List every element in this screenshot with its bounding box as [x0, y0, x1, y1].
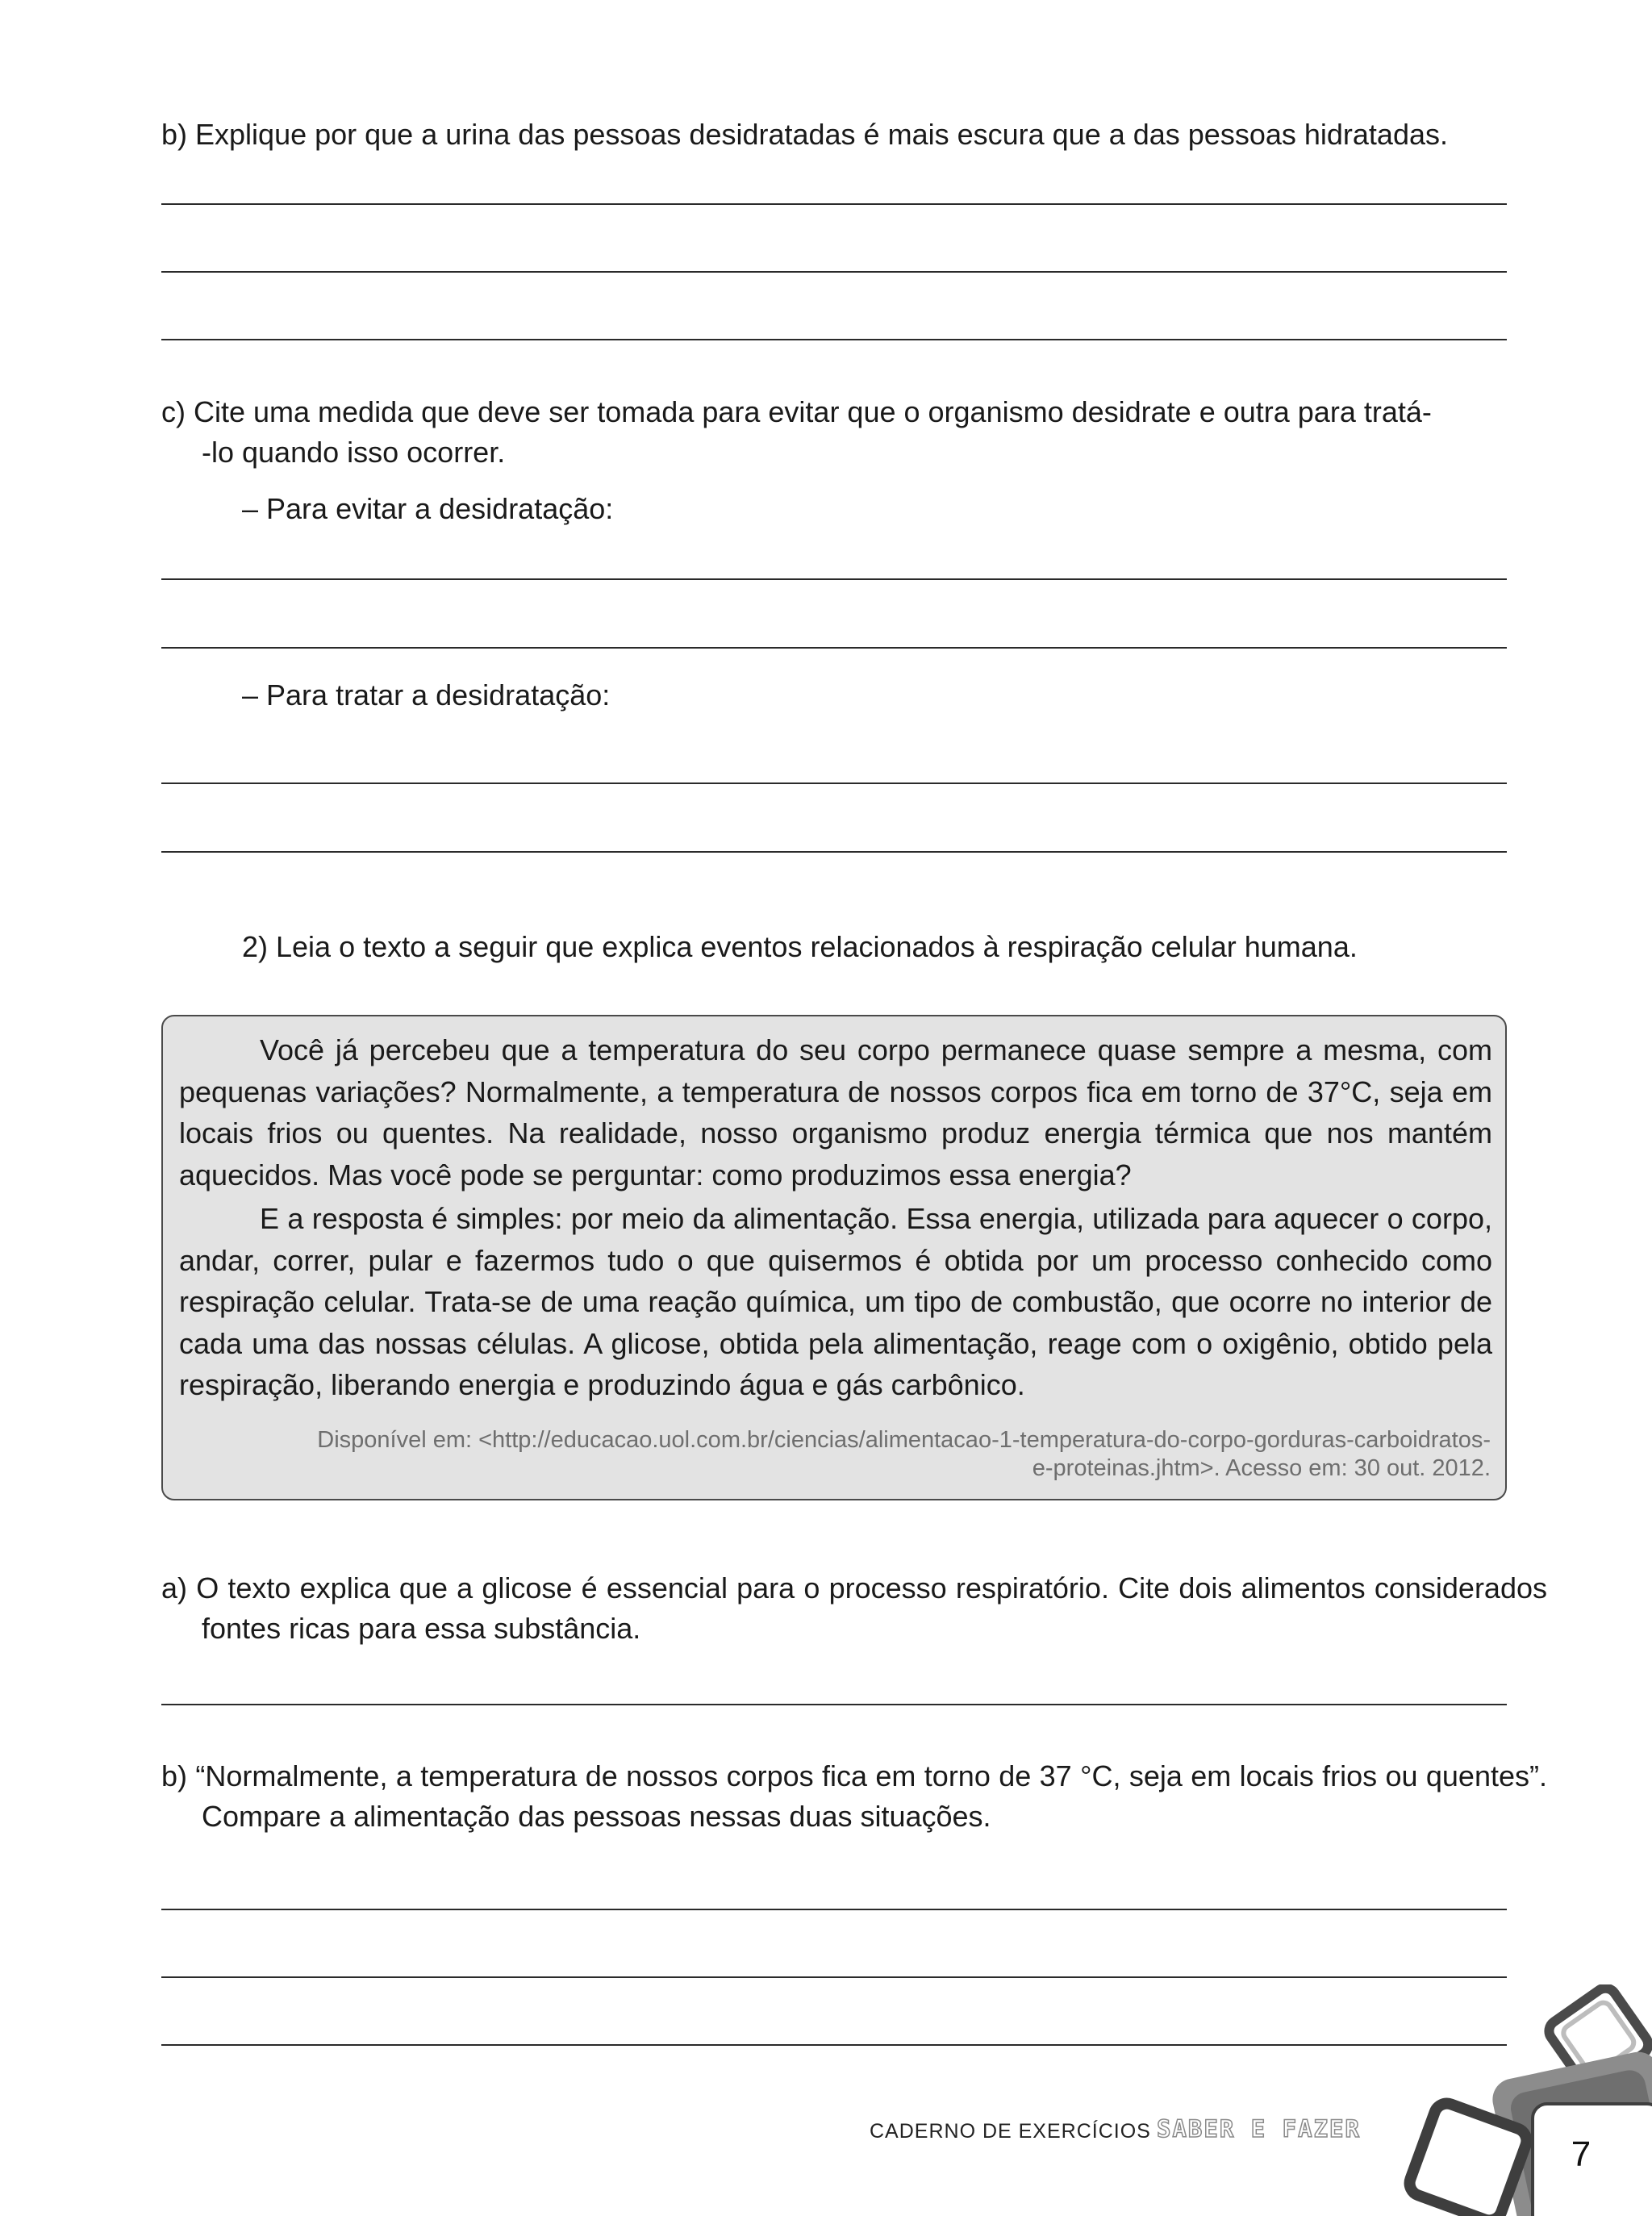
source-line-2: e-proteinas.jhtm>. Acesso em: 30 out. 2012. [1032, 1455, 1491, 1481]
answer-line[interactable] [161, 851, 1507, 853]
question-1c-line1: c) Cite uma medida que deve ser tomada para evitar que o organismo desidrate e outra para tratá- [161, 395, 1432, 428]
answer-line[interactable] [161, 782, 1507, 784]
reading-paragraph-2: E a resposta é simples: por meio da alimentação. Essa energia, utilizada para aquecer o corpo, andar, correr, pular e fazermos tudo o que quisermos é obtida por um processo conhecido como respiração celular. Trata-se de uma reação química, um tipo de combustão, que ocorre no interior de cada uma das nossas células. A glicose, obtida pela alimentação, reage com o oxigênio, obtido pela respiração, liberando energia e produzindo água e gás carbônico. [179, 1202, 1492, 1401]
answer-line[interactable] [161, 578, 1507, 580]
answer-line[interactable] [161, 2044, 1507, 2046]
question-2b: b) “Normalmente, a temperatura de nossos corpos fica em torno de 37 °C, seja em locais frios ou quentes”. Compare a alimentação das pessoas nessas duas situações. [161, 1759, 1547, 1833]
answer-line[interactable] [161, 339, 1507, 340]
answer-line[interactable] [161, 1976, 1507, 1978]
question-2a: a) O texto explica que a glicose é essencial para o processo respiratório. Cite dois alimentos considerados fontes ricas para essa substância. [161, 1571, 1547, 1645]
treat-label: – Para tratar a desidratação: [242, 678, 611, 712]
page-number: 7 [1571, 2135, 1592, 2174]
question-1c [161, 392, 1533, 473]
answer-line[interactable] [161, 271, 1507, 273]
footer-brand-logo: SABER E FAZER [1157, 2115, 1361, 2143]
footer-label: CADERNO DE EXERCÍCIOS [870, 2120, 1151, 2143]
answer-line[interactable] [161, 647, 1507, 649]
question-1c-line2: -lo quando isso ocorrer. [202, 436, 506, 469]
question-1b: b) Explique por que a urina das pessoas desidratadas é mais escura que a das pessoas hidratadas. [161, 118, 1448, 151]
source-citation [165, 1426, 1491, 1483]
reading-text-box [161, 1015, 1507, 1500]
source-line-1: Disponível em: <http://educacao.uol.com.br/ciencias/alimentacao-1-temperatura-do-corpo-gorduras-carboidratos- [317, 1427, 1491, 1453]
answer-line[interactable] [161, 1909, 1507, 1910]
reading-paragraph-1: Você já percebeu que a temperatura do seu corpo permanece quase sempre a mesma, com pequenas variações? Normalmente, a temperatura de nossos corpos fica em torno de 37°C, seja em locais frios ou quentes. Na realidade, nosso organismo produz energia térmica que nos mantém aquecidos. Mas você pode se perguntar: como produzimos essa energia? [179, 1033, 1492, 1191]
prevent-label: – Para evitar a desidratação: [242, 492, 614, 525]
question-2-intro: 2) Leia o texto a seguir que explica eventos relacionados à respiração celular humana. [242, 930, 1358, 963]
answer-line[interactable] [161, 1704, 1507, 1705]
answer-line[interactable] [161, 203, 1507, 205]
decorative-cubes-icon [1395, 1984, 1652, 2216]
